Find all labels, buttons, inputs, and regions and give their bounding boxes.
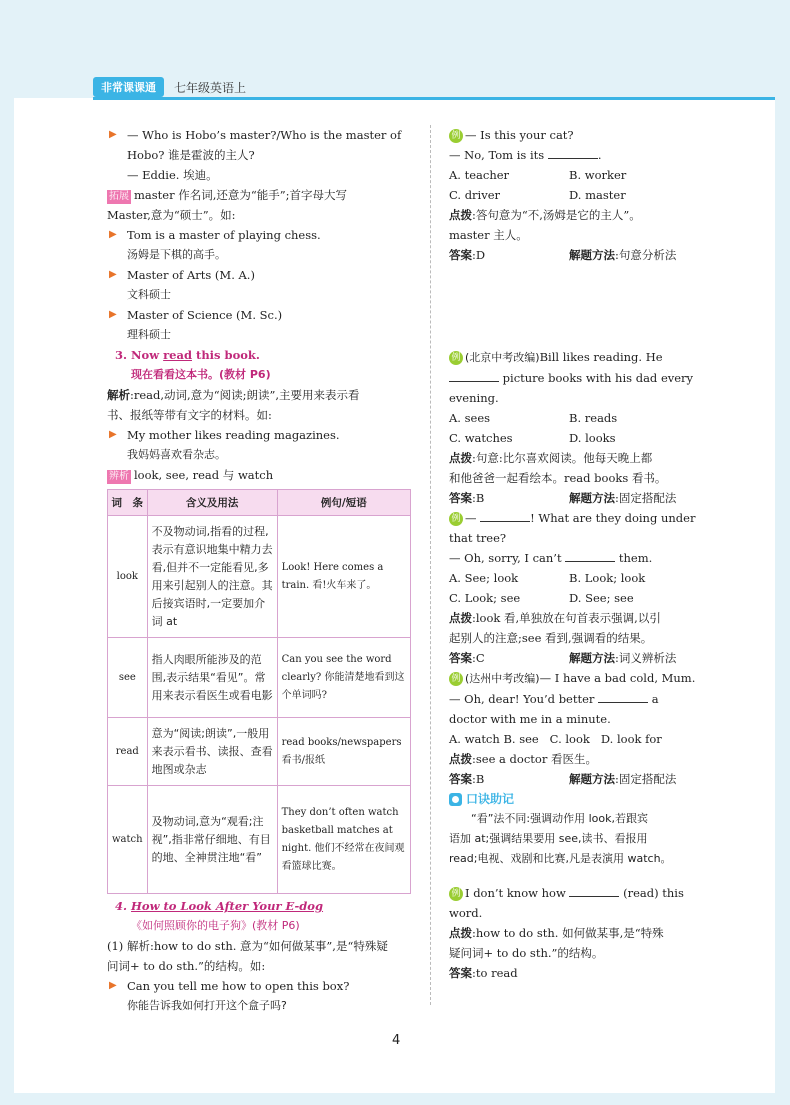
- ex5-q1: [449, 883, 694, 903]
- ex4-answer: [449, 769, 569, 789]
- answer-value: :C: [472, 651, 485, 665]
- ex1-q2b: .: [597, 148, 602, 162]
- item3-zh-text: 现在看看这本书。: [131, 368, 219, 381]
- tuozhan-b2-zh: 文科硕士: [127, 288, 171, 301]
- left-column: [107, 125, 412, 1016]
- ex3-q1: [449, 508, 694, 528]
- ex2-dianbo-1: [449, 448, 694, 468]
- ex2-q1-text: Bill likes reading. He: [539, 350, 663, 364]
- ex3-options-row-2: [449, 588, 694, 608]
- item4-src: (教材 P6): [252, 919, 300, 932]
- ex2-q2-text: picture books with his dad every: [502, 371, 694, 385]
- item3-zh: [107, 365, 412, 385]
- example-4: [449, 668, 694, 789]
- ex2-src: (北京中考改编): [465, 351, 540, 364]
- option: A. teacher: [449, 168, 510, 182]
- answer-blank: [569, 885, 619, 897]
- item3-title: [107, 345, 412, 365]
- table-header: 含义及用法: [147, 490, 277, 516]
- answer-blank: [598, 691, 648, 703]
- ex1-dianbo-1: [449, 205, 694, 225]
- book-title: 七年级英语上: [174, 80, 247, 95]
- ex4-src: (达州中考改编): [465, 672, 540, 685]
- header-divider: [93, 97, 775, 100]
- triangle-bullet-icon: ▶: [109, 269, 117, 280]
- ex4-q2: [449, 689, 694, 709]
- ex5-dianbo-2: 疑问词+ to do sth.”的结构。: [449, 946, 604, 960]
- ex4-q1-text: — I have a bad cold, Mum.: [539, 671, 696, 685]
- item3-explanation-2: 书、报纸等带有文字的材料。如:: [107, 408, 272, 422]
- method-value: :句意分析法: [615, 248, 677, 262]
- ex4-q3: doctor with me in a minute.: [449, 712, 611, 726]
- method-label: 解题方法: [569, 491, 615, 505]
- example-badge-icon: 例: [449, 672, 463, 686]
- triangle-bullet-icon: ▶: [109, 980, 117, 991]
- ex5-q1a: I don’t know how: [465, 886, 566, 900]
- spacer: [449, 265, 694, 347]
- method-value: :固定搭配法: [615, 772, 677, 786]
- series-badge: 非常课课通: [93, 77, 164, 97]
- item4-bullet: [107, 976, 412, 1016]
- ex2-method: [569, 488, 676, 508]
- table-cell-example: They don’t often watch basketball matches at night. 他们不经常在夜间观看篮球比赛。: [277, 786, 410, 894]
- option: C. Look; see: [449, 591, 521, 605]
- ex2-q2: [449, 368, 694, 388]
- table-cell-example: Can you see the word clearly? 你能清楚地看到这个单词吗?: [277, 638, 410, 718]
- triangle-bullet-icon: ▶: [109, 129, 117, 140]
- answer-blank: [548, 147, 598, 159]
- ex3-q3b: them.: [618, 551, 653, 565]
- tuozhan-tag: 拓展: [109, 191, 129, 202]
- dianbo-label: 点拨: [449, 208, 472, 222]
- option: D. See; see: [569, 591, 634, 605]
- table-cell-meaning: 指人肉眼所能涉及的范围,表示结果“看见”。常用来表示看医生或看电影: [147, 638, 277, 718]
- mnemonic-line-3: read;电视、戏剧和比赛,凡是表演用 watch。: [449, 852, 672, 865]
- example-3: [449, 508, 694, 668]
- comparison-table: [107, 489, 411, 894]
- ex1-dianbo-2: master 主人。: [449, 228, 528, 242]
- example-5: [449, 883, 694, 983]
- ex2-q3: evening.: [449, 391, 499, 405]
- table-cell-example: read books/newspapers 看书/报纸: [277, 718, 410, 786]
- ex4-q1: [449, 668, 694, 689]
- ex4-dianbo1: :see a doctor 看医生。: [472, 752, 597, 766]
- ex5-q2: word.: [449, 906, 483, 920]
- intro-line-3: — Eddie. 埃迪。: [127, 168, 218, 182]
- table-header: 词 条: [108, 490, 148, 516]
- item3-key: read: [163, 348, 192, 362]
- table-cell-word: look: [108, 516, 148, 638]
- ex2-options-row-2: [449, 428, 694, 448]
- dianbo-label: 点拨: [449, 611, 472, 625]
- table-header: 例句/短语: [277, 490, 410, 516]
- example-badge-icon: 例: [449, 887, 463, 901]
- right-column: [449, 125, 694, 983]
- tuozhan-b3-zh: 理科硕士: [127, 328, 171, 341]
- item4-b-zh: 你能告诉我如何打开这个盒子吗?: [127, 999, 287, 1012]
- tuozhan-bullet-2: [107, 265, 412, 305]
- answer-blank: [565, 550, 615, 562]
- ex5-q1b: (read) this: [623, 886, 684, 900]
- spacer: [449, 869, 694, 883]
- table-cell-word: see: [108, 638, 148, 718]
- page-number: 4: [392, 1033, 401, 1048]
- bianxi-text: look, see, read 与 watch: [134, 468, 274, 482]
- tuozhan-bullet-3: [107, 305, 412, 345]
- ex2-dianbo-2: 和他爸爸一起看绘本。read books 看书。: [449, 471, 667, 485]
- ex2-answer-row: [449, 488, 694, 508]
- option: D. master: [569, 188, 626, 202]
- item3-b-en: My mother likes reading magazines.: [127, 428, 340, 442]
- answer-value: :to read: [472, 966, 518, 980]
- example-badge-icon: 例: [449, 129, 463, 143]
- answer-label: 答案: [449, 248, 472, 262]
- ex3-options-row-1: [449, 568, 694, 588]
- ex3-dianbo-2: 起别人的注意;see 看到,强调看的结果。: [449, 631, 653, 645]
- mnemonic-icon: [449, 793, 462, 806]
- ex4-q2a: — Oh, dear! You’d better: [449, 692, 595, 706]
- triangle-bullet-icon: ▶: [109, 229, 117, 240]
- method-label: 解题方法: [569, 772, 615, 786]
- ex3-answer-row: [449, 648, 694, 668]
- ex1-answer-row: [449, 245, 694, 265]
- intro-line-2: Hobo? 谁是霍波的主人?: [127, 148, 255, 162]
- item4-num: 4.: [115, 899, 128, 913]
- ex3-answer: [449, 648, 569, 668]
- item3-src: (教材 P6): [219, 368, 271, 381]
- answer-value: :B: [472, 491, 485, 505]
- ex1-q2: [449, 145, 694, 165]
- column-divider: [430, 125, 431, 1005]
- mnemonic-line-1: “看”法不同:强调动作用 look,若跟宾: [471, 812, 648, 825]
- ex4-answer-row: [449, 769, 694, 789]
- method-value: :固定搭配法: [615, 491, 677, 505]
- table-cell-word: read: [108, 718, 148, 786]
- answer-value: :B: [472, 772, 485, 786]
- ex1-q1: [449, 125, 694, 145]
- answer-label: 答案: [449, 966, 472, 980]
- dianbo-label: 点拨: [449, 752, 472, 766]
- tuozhan-text-1: master 作名词,还意为“能手”;首字母大写: [134, 188, 348, 202]
- mnemonic-header: [449, 789, 694, 809]
- header: [93, 76, 246, 98]
- ex4-dianbo-1: [449, 749, 694, 769]
- intro-dialog: [107, 125, 412, 185]
- answer-blank: [480, 510, 530, 522]
- ex3-dianbo-1: [449, 608, 694, 628]
- ex1-answer: [449, 245, 569, 265]
- mnemonic-box: [449, 789, 694, 869]
- triangle-bullet-icon: ▶: [109, 309, 117, 320]
- ex1-q2a: — No, Tom is its: [449, 148, 545, 162]
- example-2: [449, 347, 694, 508]
- triangle-bullet-icon: ▶: [109, 429, 117, 440]
- ex4-method: [569, 769, 676, 789]
- intro-line-1: — Who is Hobo’s master?/Who is the master of: [127, 128, 402, 142]
- option: D. looks: [569, 431, 616, 445]
- ex5-answer: [449, 963, 694, 983]
- table-header-row: [108, 490, 411, 516]
- ex1-options-row-1: [449, 165, 694, 185]
- ex3-q3: [449, 548, 694, 568]
- method-value: :词义辨析法: [615, 651, 677, 665]
- ex3-q2: that tree?: [449, 531, 507, 545]
- example-badge-icon: 例: [449, 351, 463, 365]
- ex5-dianbo-1: [449, 923, 694, 943]
- ex4-q2b: a: [651, 692, 659, 706]
- ex1-options-row-2: [449, 185, 694, 205]
- ex3-dianbo1: :look 看,单独放在句首表示强调,以引: [472, 611, 661, 625]
- option: B. reads: [569, 411, 618, 425]
- item3-bullet: [107, 425, 412, 465]
- table-cell-meaning: 意为“阅读;朗读”,一般用来表示看书、读报、查看地图或杂志: [147, 718, 277, 786]
- item3-exp-label: 解析: [107, 388, 130, 402]
- ex3-q3a: — Oh, sorry, I can’t: [449, 551, 562, 565]
- bianxi-tag: 辨析: [109, 471, 129, 482]
- answer-label: 答案: [449, 491, 472, 505]
- answer-value: :D: [472, 248, 486, 262]
- mnemonic-line-2: 语加 at;强调结果要用 see,读书、看报用: [449, 832, 648, 845]
- ex2-q1: [449, 347, 694, 368]
- table-cell-meaning: 不及物动词,指看的过程,表示有意识地集中精力去看,但并不一定能看见,多用来引起别人的注意。其后接宾语时,一定要加介词 at: [147, 516, 277, 638]
- table-row: [108, 638, 411, 718]
- item3-explanation-1: [107, 385, 412, 405]
- option: B. Look; look: [569, 571, 646, 585]
- ex4-options: A. watch B. see C. look D. look for: [449, 732, 662, 746]
- item3-b-zh: 我妈妈喜欢看杂志。: [127, 448, 226, 461]
- example-1: [449, 125, 694, 265]
- option: A. See; look: [449, 571, 519, 585]
- ex1-dianbo1: :答句意为“不,汤姆是它的主人”。: [472, 208, 641, 222]
- method-label: 解题方法: [569, 248, 615, 262]
- answer-label: 答案: [449, 772, 472, 786]
- option: B. worker: [569, 168, 627, 182]
- dianbo-label: 点拨: [449, 926, 472, 940]
- bianxi-line: [107, 465, 412, 485]
- tuozhan-b1-en: Tom is a master of playing chess.: [127, 228, 321, 242]
- item4-title: [107, 896, 412, 916]
- answer-blank: [449, 370, 499, 382]
- answer-label: 答案: [449, 651, 472, 665]
- tuozhan-b3-en: Master of Science (M. Sc.): [127, 308, 283, 322]
- item3-pre: Now: [131, 348, 164, 362]
- ex5-dianbo1: :how to do sth. 如何做某事,是“特殊: [472, 926, 664, 940]
- tuozhan-b1-zh: 汤姆是下棋的高手。: [127, 248, 226, 261]
- item4-line-2: 问词+ to do sth.”的结构。如:: [107, 959, 266, 973]
- option: C. driver: [449, 188, 501, 202]
- table-row: [108, 718, 411, 786]
- ex2-options-row-1: [449, 408, 694, 428]
- table-cell-word: watch: [108, 786, 148, 894]
- ex3-method: [569, 648, 676, 668]
- example-badge-icon: 例: [449, 512, 463, 526]
- item4-zh-text: 《如何照顾你的电子狗》: [131, 919, 252, 932]
- method-label: 解题方法: [569, 651, 615, 665]
- ex2-answer: [449, 488, 569, 508]
- item3-num: 3.: [115, 348, 128, 362]
- tuozhan-bullet-1: [107, 225, 412, 265]
- tuozhan-line-2: Master,意为“硕士”。如:: [107, 208, 236, 222]
- item4-line-1: (1) 解析:how to do sth. 意为“如何做某事”,是“特殊疑: [107, 939, 388, 953]
- ex1-method: [569, 245, 676, 265]
- table-cell-meaning: 及物动词,意为“观看;注视”,指非常仔细地、有目的地、全神贯注地“看”: [147, 786, 277, 894]
- option: A. sees: [449, 411, 491, 425]
- ex1-q1-text: — Is this your cat?: [465, 128, 574, 142]
- table-cell-example: Look! Here comes a train. 看!火车来了。: [277, 516, 410, 638]
- item3-post: this book.: [192, 348, 260, 362]
- dianbo-label: 点拨: [449, 451, 472, 465]
- ex3-q1b: ! What are they doing under: [530, 511, 696, 525]
- option: C. watches: [449, 431, 513, 445]
- item4-title-text: How to Look After Your E-dog: [131, 899, 324, 913]
- table-row: [108, 786, 411, 894]
- tuozhan-line-1: [107, 185, 412, 205]
- tuozhan-b2-en: Master of Arts (M. A.): [127, 268, 255, 282]
- item4-b-en: Can you tell me how to open this box?: [127, 979, 350, 993]
- mnemonic-title: 口诀助记: [466, 792, 515, 806]
- table-row: [108, 516, 411, 638]
- ex2-dianbo1: :句意:比尔喜欢阅读。他每天晚上都: [472, 451, 653, 465]
- ex3-q1a: —: [465, 511, 477, 525]
- item4-zh: [107, 916, 412, 936]
- item3-exp1: :read,动词,意为“阅读;朗读”,主要用来表示看: [130, 388, 360, 402]
